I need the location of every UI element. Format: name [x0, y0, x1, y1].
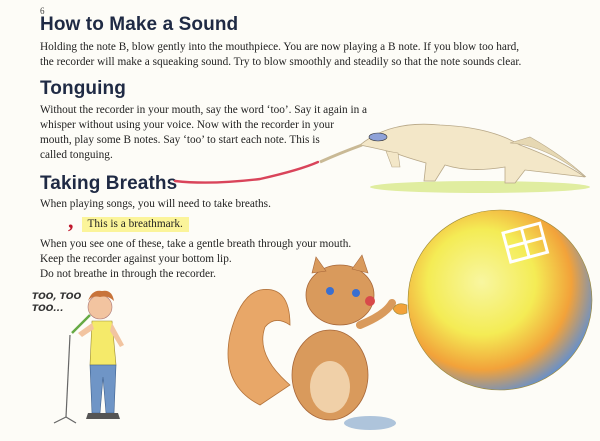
speech-line: TOO, TOO [32, 292, 82, 302]
paragraph-line: Do not breathe in through the recorder. [40, 268, 216, 280]
paragraph-breaths-intro [40, 197, 271, 212]
balloon-body [408, 210, 592, 390]
breathmark-example [68, 208, 189, 233]
breathmark-label: This is a breathmark. [82, 217, 189, 232]
squirrel-shadow [344, 416, 396, 430]
paragraph-line: the recorder will make a squeaking sound. Try to blow smoothly and steadily so that the note sounds clear. [40, 56, 522, 68]
squirrel-eye [326, 287, 334, 295]
page-number: 6 [40, 6, 45, 16]
speech-line: TOO... [32, 304, 64, 314]
squirrel-eye [352, 289, 360, 297]
anteater-snout [320, 145, 362, 162]
paragraph-line: mouth, play some B notes. Say ‘too’ to start each note. This is [40, 134, 320, 146]
paragraph-line: Holding the note B, blow gently into the mouthpiece. You are now playing a B note. If you blow too hard, [40, 41, 520, 53]
anteater-eye [369, 133, 387, 141]
heading-tonguing: Tonguing [40, 78, 126, 99]
music-stand [66, 335, 70, 417]
squirrel-head [306, 265, 374, 325]
music-stand-leg [54, 417, 66, 423]
squirrel-ear [312, 257, 326, 273]
music-stand-leg [66, 417, 76, 423]
recorder-player-icon [30, 285, 140, 435]
paragraph-line: Without the recorder in your mouth, say the word ‘too’. Say it again in a [40, 104, 368, 116]
breathmark-icon: , [68, 208, 74, 233]
balloon-knot [393, 304, 407, 315]
ground-patch [370, 181, 590, 193]
anteater-icon [300, 115, 590, 195]
balloon-icon [385, 205, 595, 405]
heading-taking-breaths: Taking Breaths [40, 173, 178, 194]
man-head [88, 295, 112, 319]
paragraph-line: whisper without using your voice. Now with the recorder in your [40, 119, 334, 131]
man-shoe [102, 413, 120, 419]
paragraph-line: When you see one of these, take a gentle breath through your mouth. [40, 238, 352, 250]
paragraph-line: When playing songs, you will need to take breaths. [40, 198, 271, 210]
anteater-leg [386, 151, 400, 167]
anteater-tongue [175, 162, 318, 183]
man-shoe [86, 413, 104, 419]
heading-how-to-make-a-sound: How to Make a Sound [40, 14, 239, 35]
squirrel-mouth [365, 296, 375, 306]
man-jeans [90, 365, 116, 413]
squirrel-belly [310, 361, 350, 413]
paragraph-line: called tonguing. [40, 149, 113, 161]
paragraph-sound [40, 40, 521, 70]
squirrel-tail [228, 289, 290, 405]
paragraph-line: Keep the recorder against your bottom lip. [40, 253, 232, 265]
